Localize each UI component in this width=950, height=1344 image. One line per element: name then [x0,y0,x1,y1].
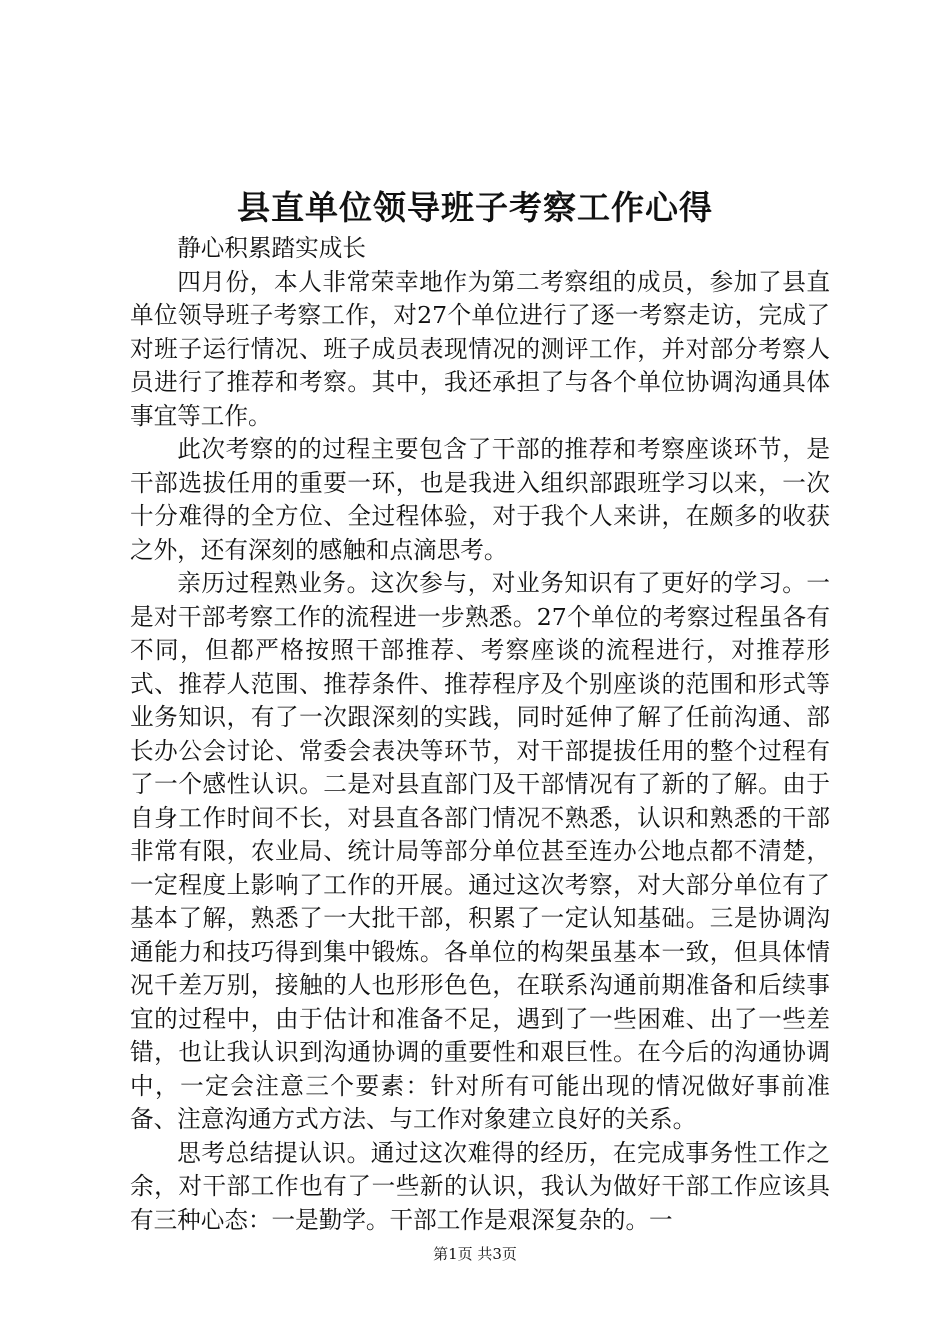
body-paragraph-1: 四月份，本人非常荣幸地作为第二考察组的成员，参加了县直单位领导班子考察工作，对27个单位进行了逐一考察走访，完成了对班子运行情况、班子成员表现情况的测评工作，并对部分考察人员进行了推荐和考察。其中，我还承担了与各个单位协调沟通具体事宜等工作。 [130,267,830,430]
document-body [130,232,830,1237]
document-title: 县直单位领导班子考察工作心得 [237,188,713,227]
page-number-footer: 第1页 共3页 [433,1245,517,1263]
subtitle-paragraph: 静心积累踏实成长 [177,234,366,262]
body-paragraph-2: 此次考察的的过程主要包含了干部的推荐和考察座谈环节，是干部选拔任用的重要一环，也是我进入组织部跟班学习以来，一次十分难得的全方位、全过程体验，对于我个人来讲，在颇多的收获之外，还有深刻的感触和点滴思考。 [130,435,830,564]
body-paragraph-3: 亲历过程熟业务。这次参与，对业务知识有了更好的学习。一是对干部考察工作的流程进一步熟悉。27个单位的考察过程虽各有不同，但都严格按照干部推荐、考察座谈的流程进行，对推荐形式、推荐人范围、推荐条件、推荐程序及个别座谈的范围和形式等业务知识，有了一次跟深刻的实践，同时延伸了解了任前沟通、部长办公会讨论、常委会表决等环节，对干部提拔任用的整个过程有了一个感性认识。二是对县直部门及干部情况有了新的了解。由于自身工作时间不长，对县直各部门情况不熟悉，认识和熟悉的干部非常有限，农业局、统计局等部分单位甚至连办公地点都不清楚，一定程度上影响了工作的开展。通过这次考察，对大部分单位有了基本了解，熟悉了一大批干部，积累了一定认知基础。三是协调沟通能力和技巧得到集中锻炼。各单位的构架虽基本一致，但具体情况千差万别，接触的人也形形色色，在联系沟通前期准备和后续事宜的过程中，由于估计和准备不足，遇到了一些困难、出了一些差错，也让我认识到沟通协调的重要性和艰巨性。在今后的沟通协调中，一定会注意三个要素：针对所有可能出现的情况做好事前准备、注意沟通方式方法、与工作对象建立良好的关系。 [130,569,830,1133]
body-paragraph-4: 思考总结提认识。通过这次难得的经历，在完成事务性工作之余，对干部工作也有了一些新的认识，我认为做好干部工作应该具有三种心态：一是勤学。干部工作是艰深复杂的。一 [130,1138,830,1234]
